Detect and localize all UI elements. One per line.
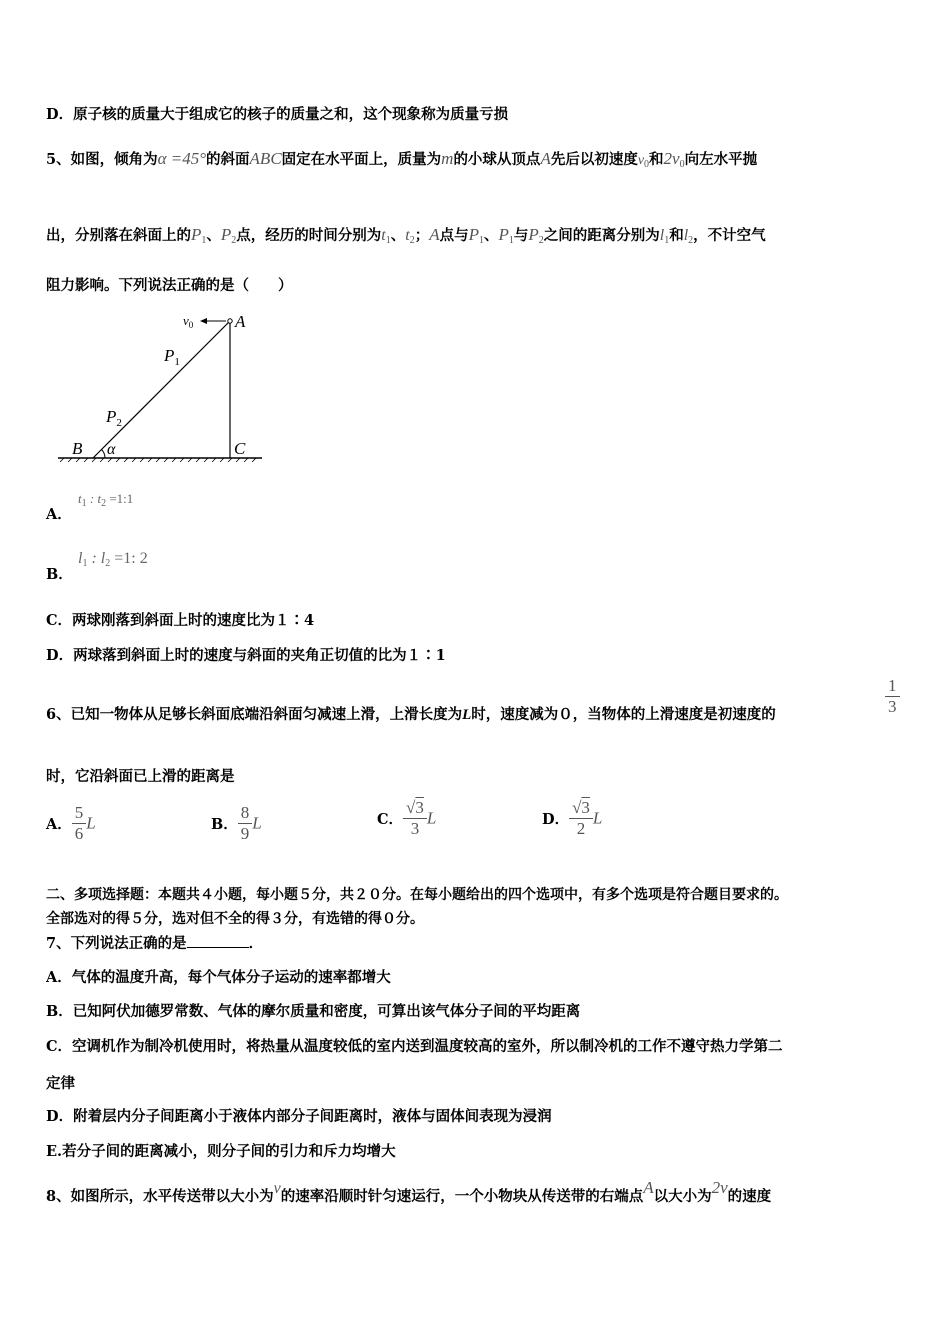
q8-stem-line1: 8、如图所示，水平传送带以大小为v的速率沿顺时针匀速运行，一个小物块从传送带的右端点A以大小为2v的速度 — [46, 1178, 772, 1205]
q4-option-d: D．原子核的质量大于组成它的核子的质量之和，这个现象称为质量亏损 — [46, 106, 509, 123]
q7-option-d: D．附着层内分子间距离小于液体内部分子间距离时，液体与固体间表现为浸润 — [46, 1108, 552, 1125]
q5-stem-line2: 出，分别落在斜面上的$P_1$、$P_2$点，经历的时间分别为$t_1$、$t_2$；A点与$P_1$、$P_1$与$P_2$之间的距离分别为$l_1$和$l_2$，不计空气 — [46, 225, 766, 246]
q7-option-b: B．已知阿伏加德罗常数、气体的摩尔质量和密度，可算出该气体分子间的平均距离 — [46, 1003, 581, 1020]
q6-option-d-fraction: $\frac{√3}{2}$ — [569, 798, 593, 839]
q6-option-c: C． $\frac{√3}{3}$ L — [377, 798, 437, 838]
q6-stem-line1: 6、已知一物体从足够长斜面底端沿斜面匀减速上滑，上滑长度为L时，速度减为０，当物体的上滑速度是初速度的 — [46, 706, 776, 723]
q6-option-a: A． $\frac{5}{6}$ L — [46, 803, 96, 843]
answer-blank — [187, 933, 249, 948]
q6-option-d: D． $\frac{√3}{2}$ L — [542, 798, 603, 838]
arrowhead-icon — [200, 318, 207, 324]
fig-c-label: C — [234, 439, 246, 458]
q5-stem-line3: 阻力影响。下列说法正确的是（ ） — [46, 277, 293, 294]
q5-option-a-formula: $t_1$ : $t_2$ =1:1 — [78, 491, 134, 509]
q6-stem-line2: 时，它沿斜面已上滑的距离是 — [46, 768, 235, 785]
q6-option-b-fraction: $\frac{8}{9}$ — [238, 803, 253, 844]
q5-option-b-label: B． — [46, 566, 73, 583]
q5-option-b-formula: $l_1$ : $l_2 =1$: 2 — [78, 550, 148, 569]
fig-p1-label: $P_1$ — [164, 346, 180, 368]
ball-a — [228, 319, 232, 323]
fig-b-label: B — [72, 439, 83, 458]
fig-alpha-label: α — [107, 441, 116, 458]
q6-option-b: B． $\frac{8}{9}$ L — [211, 803, 262, 843]
q6-option-c-fraction: $\frac{√3}{3}$ — [403, 798, 427, 839]
q7-option-c-line2: 定律 — [46, 1075, 75, 1092]
incline-ab — [93, 321, 230, 458]
fig-v0-label: $v_0$ — [183, 313, 194, 330]
fig-a-label: A — [235, 312, 246, 331]
q7-option-a: A．气体的温度升高，每个气体分子运动的速率都增大 — [46, 969, 391, 986]
q5-stem-line1: 5、如图，倾角为α =45°的斜面ABC固定在水平面上，质量为m的小球从顶点A先后以初速度$v_0$和$2v_0$向左水平抛 — [46, 149, 758, 170]
q5-option-a-label: A． — [46, 506, 72, 523]
q5-option-c: C．两球刚落到斜面上时的速度比为１∶4 — [46, 612, 315, 629]
q5-incline-figure — [50, 306, 270, 466]
fig-p2-label: $P_2$ — [106, 407, 122, 429]
section2-instructions-line2: 全部选对的得５分，选对但不全的得３分，有选错的得０分。 — [46, 911, 424, 927]
angle-arc — [102, 450, 106, 459]
q6-fraction-one-third: $\frac{1}{3}$ — [885, 676, 900, 717]
section2-instructions-line1: 二、多项选择题：本题共４小题，每小题５分，共２０分。在每小题给出的四个选项中，有多个选项是符合题目要求的。 — [46, 887, 788, 903]
q7-option-e: E.若分子间的距离减小，则分子间的引力和斥力均增大 — [46, 1143, 396, 1160]
q7-option-c-line1: C．空调机作为制冷机使用时，将热量从温度较低的室内送到温度较高的室外，所以制冷机的工作不遵守热力学第二 — [46, 1038, 783, 1055]
q7-stem: 7、下列说法正确的是 ． — [46, 935, 264, 952]
q6-option-a-fraction: $\frac{5}{6}$ — [72, 803, 87, 844]
q5-option-d: D．两球落到斜面上时的速度与斜面的夹角正切值的比为１∶1 — [46, 647, 446, 664]
